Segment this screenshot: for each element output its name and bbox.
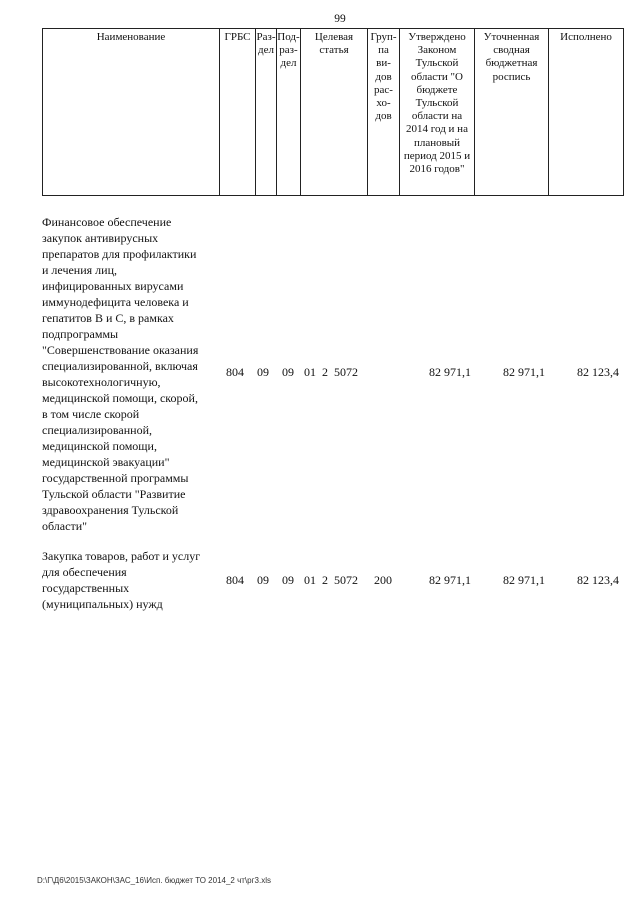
header-razdel: Раз- дел [256,29,277,195]
header-expense-group: Груп- па ви- дов рас- хо- дов [368,29,400,195]
row-podrazdel: 09 [282,573,294,587]
header-podrazdel: Под- раз- дел [277,29,301,195]
row-executed: 82 123,4 [577,365,619,379]
header-name: Наименование [43,29,220,195]
header-executed: Исполнено [560,31,612,43]
row-target-article: 01 2 5072 [304,365,358,379]
table-header [42,28,624,196]
header-target-article: Целевая статья [301,29,368,195]
footer-file-path: D:\Г\Д6\2015\ЗАКОН\ЗАС_16\Исп. бюджет ТО 2014_2 чт\рг3.xls [37,876,271,885]
row-razdel: 09 [257,573,269,587]
row-podrazdel: 09 [282,365,294,379]
row-refined: 82 971,1 [503,365,545,379]
row-grbs: 804 [226,365,244,379]
header-refined: Уточненная сводная бюджетная роспись [475,29,549,195]
row-approved: 82 971,1 [429,365,471,379]
row-name: Финансовое обеспечение закупок антивирусных препаратов для профилактики и лечения лиц, инфицированных вирусами иммунодефицита человека и гепатитов В и С, в рамках подпрограммы "Совершенствование оказания специализированной, включая высокотехнологичную, медицинской помощи, скорой, в том числе скорой специализированной, медицинской помощи, медицинской эвакуации" государственной программы Тульской области "Развитие здравоохранения Тульской области" [42,215,199,533]
row-refined: 82 971,1 [503,573,545,587]
row-razdel: 09 [257,365,269,379]
row-expense-group: 200 [374,573,392,587]
row-grbs: 804 [226,573,244,587]
row-executed: 82 123,4 [577,573,619,587]
row-target-article: 01 2 5072 [304,573,358,587]
page-number: 99 [334,13,346,25]
row-name: Закупка товаров, работ и услуг для обеспечения государственных (муниципальных) нужд [42,549,201,611]
header-approved: Утверждено Законом Тульской области "О бюджете Тульской области на 2014 год и на плановый период 2015 и 2016 годов" [400,29,475,195]
row-approved: 82 971,1 [429,573,471,587]
header-grbs: ГРБС [220,29,256,195]
